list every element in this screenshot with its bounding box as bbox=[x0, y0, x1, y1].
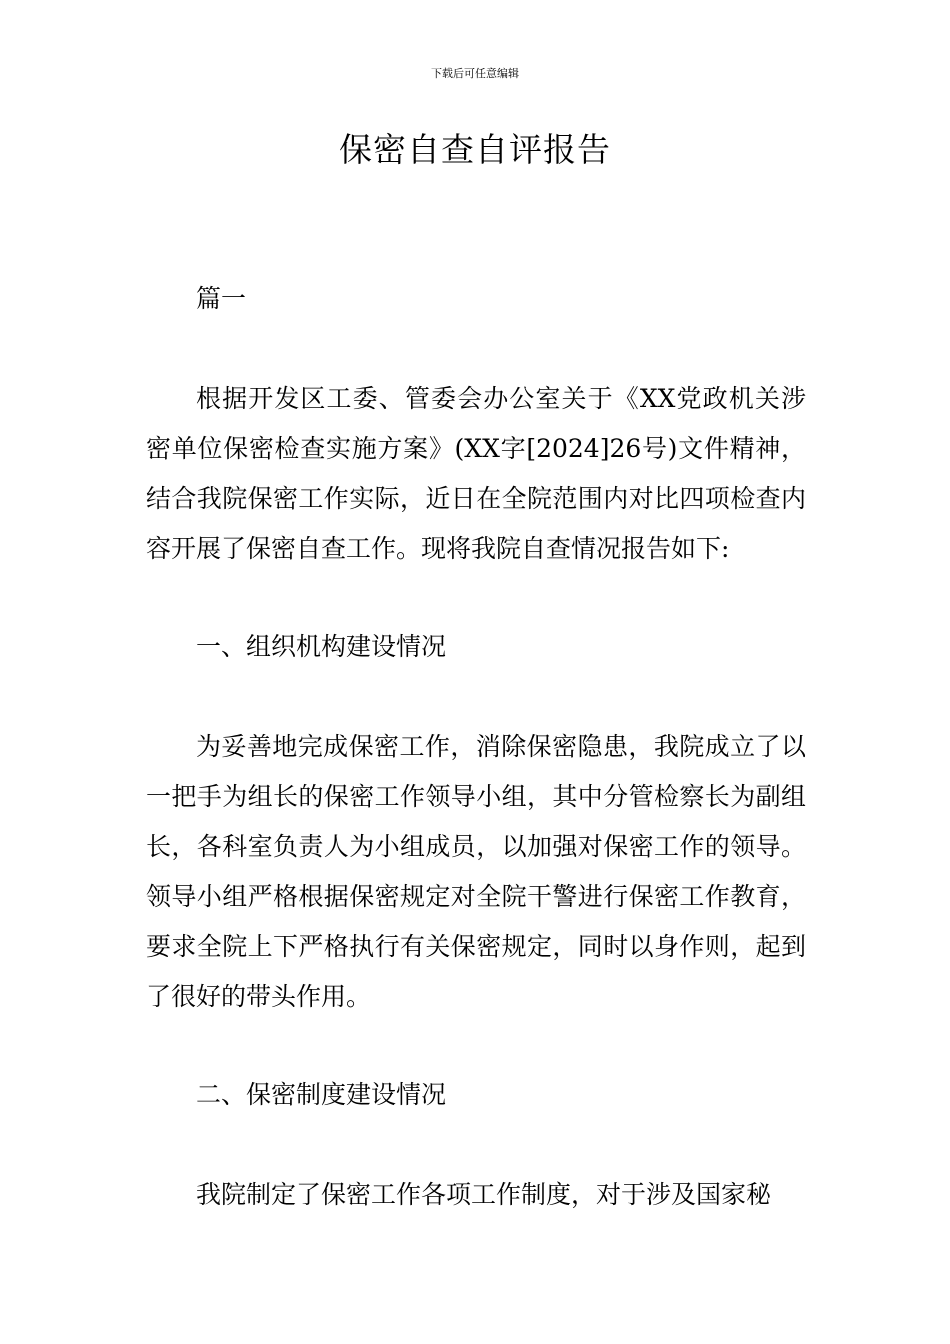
paragraph-intro: 根据开发区工委、管委会办公室关于《XX党政机关涉密单位保密检查实施方案》(XX字[2024]26号)文件精神，结合我院保密工作实际，近日在全院范围内对比四项检查内容开展了保密自查工作。现将我院自查情况报告如下: bbox=[146, 384, 806, 563]
section-heading-regulations: 二、保密制度建设情况 bbox=[196, 1080, 447, 1109]
section-heading-organization: 一、组织机构建设情况 bbox=[196, 632, 447, 661]
paragraph-regulations: 我院制定了保密工作各项工作制度，对于涉及国家秘 bbox=[196, 1180, 772, 1209]
header-note: 下载后可任意编辑 bbox=[431, 67, 519, 80]
paragraph-organization: 为妥善地完成保密工作，消除保密隐患，我院成立了以一把手为组长的保密工作领导小组，其中分管检察长为副组长，各科室负责人为小组成员，以加强对保密工作的领导。领导小组严格根据保密规定对全院干警进行保密工作教育，要求全院上下严格执行有关保密规定，同时以身作则，起到了很好的带头作用。 bbox=[146, 732, 806, 1011]
page-title: 保密自查自评报告 bbox=[339, 130, 611, 169]
section-heading-part-one: 篇一 bbox=[196, 284, 247, 313]
